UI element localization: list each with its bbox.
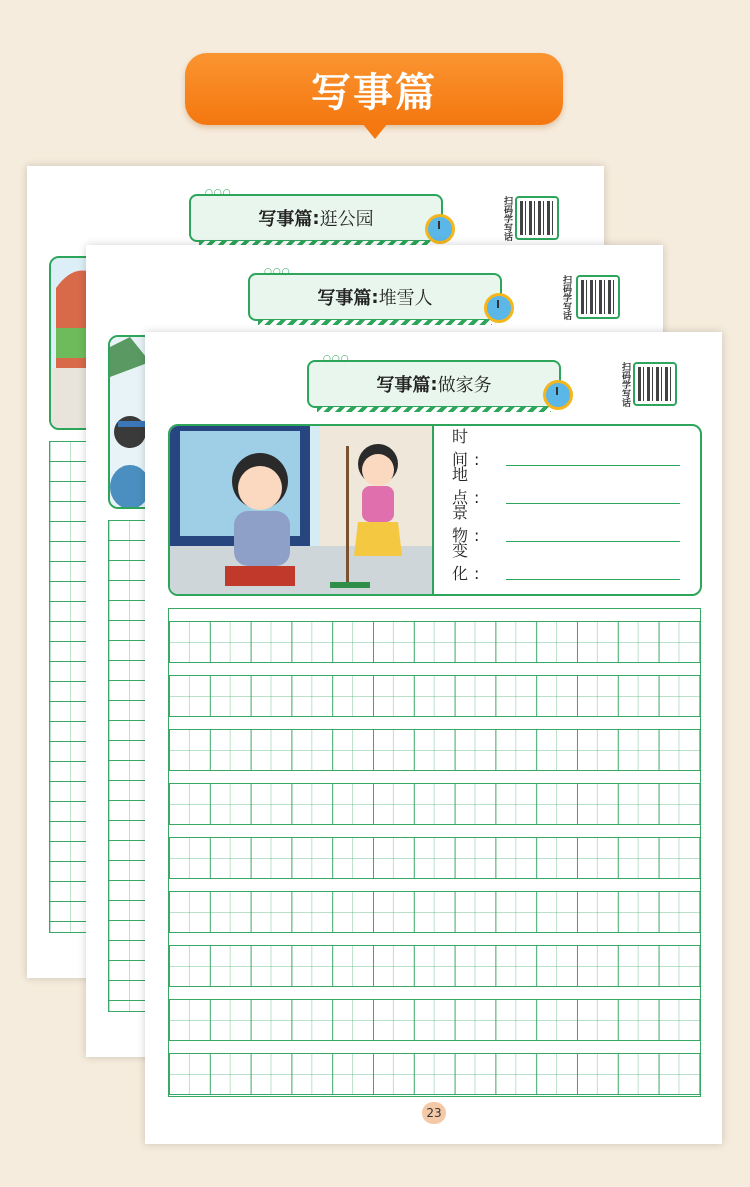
banner-pointer xyxy=(362,123,388,139)
page-title-topic: 堆雪人 xyxy=(378,288,433,309)
qr-pattern xyxy=(638,367,672,401)
illustration-box xyxy=(168,424,702,596)
grid-row[interactable] xyxy=(169,783,700,825)
grid-row[interactable] xyxy=(169,891,700,933)
page-title-box: ○○○ 写事篇 : 逛公园 xyxy=(189,194,443,242)
field-change xyxy=(452,541,680,584)
page-title-topic: 逛公园 xyxy=(319,209,374,230)
writing-grid[interactable] xyxy=(168,608,701,1097)
qr-label: 扫码学写话 xyxy=(561,275,571,320)
field-label: 时间: xyxy=(452,427,486,469)
qr-pattern xyxy=(520,201,554,235)
title-dots: ○○○ xyxy=(205,188,232,198)
housework-illustration xyxy=(170,426,434,594)
field-label: 地点: xyxy=(452,465,486,507)
clock-icon xyxy=(425,214,455,244)
title-dots: ○○○ xyxy=(264,267,291,277)
grid-row[interactable] xyxy=(169,621,700,663)
field-blank[interactable] xyxy=(506,502,680,504)
page-title-box: ○○○ 写事篇 : 做家务 xyxy=(307,360,561,408)
title-stripe xyxy=(258,320,492,325)
field-label: 景物: xyxy=(452,503,486,545)
grid-row[interactable] xyxy=(169,1053,700,1095)
clock-icon xyxy=(543,380,573,410)
qr-label: 扫码学写话 xyxy=(620,362,630,407)
qr-pattern xyxy=(581,280,615,314)
grid-row[interactable] xyxy=(169,945,700,987)
page-title-box: ○○○ 写事篇 : 堆雪人 xyxy=(248,273,502,321)
housework-scene xyxy=(170,426,432,594)
field-blank[interactable] xyxy=(506,464,680,466)
title-stripe xyxy=(317,407,551,412)
page-number: 23 xyxy=(422,1102,446,1124)
qr-label: 扫码学写话 xyxy=(502,196,512,241)
grid-row[interactable] xyxy=(169,837,700,879)
page-title-topic: 做家务 xyxy=(437,375,492,396)
field-blank[interactable] xyxy=(506,540,680,542)
section-banner xyxy=(185,53,563,125)
page-title-prefix: 写事篇 xyxy=(258,209,313,230)
page-title-prefix: 写事篇 xyxy=(317,288,372,309)
field-label: 变化: xyxy=(452,541,486,583)
page-title-prefix: 写事篇 xyxy=(376,375,431,396)
grid-row[interactable] xyxy=(169,729,700,771)
grid-row[interactable] xyxy=(169,999,700,1041)
title-dots: ○○○ xyxy=(323,354,350,364)
info-lines xyxy=(452,427,680,584)
qr-code[interactable] xyxy=(576,275,620,319)
qr-code[interactable] xyxy=(633,362,677,406)
banner-title: 写事篇 xyxy=(311,69,437,116)
clock-icon xyxy=(484,293,514,323)
worksheet-page-front xyxy=(145,332,722,1144)
qr-code[interactable] xyxy=(515,196,559,240)
grid-row[interactable] xyxy=(169,675,700,717)
field-blank[interactable] xyxy=(506,578,680,580)
